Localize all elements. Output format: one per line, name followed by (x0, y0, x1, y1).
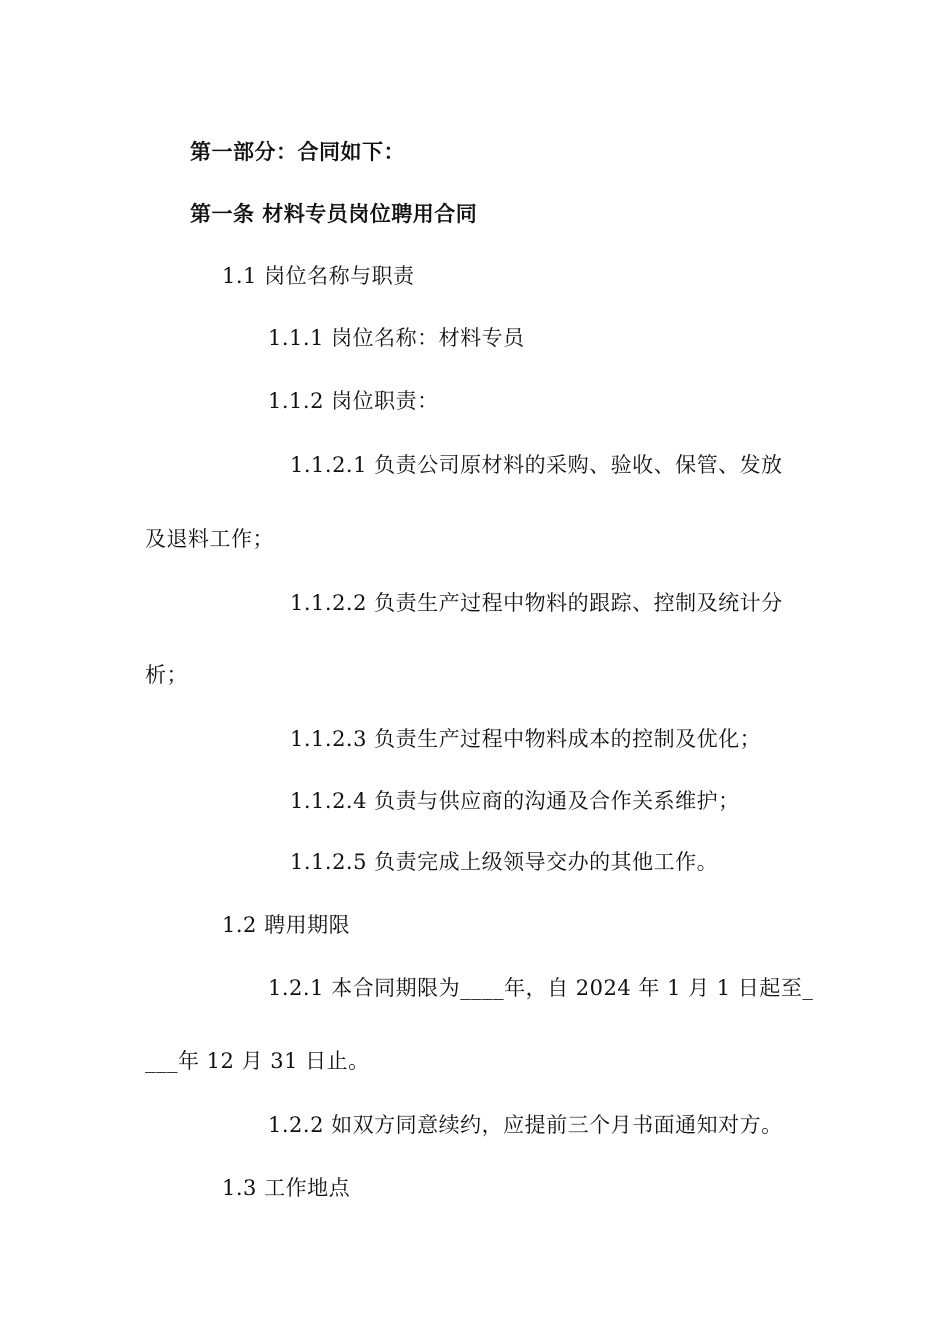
clause-1-1-2-5: 1.1.2.5 负责完成上级领导交办的其他工作。 (290, 850, 719, 874)
article-heading: 第一条 材料专员岗位聘用合同 (190, 202, 478, 226)
clause-1-2-1-line2: ___年 12 月 31 日止。 (145, 1049, 370, 1073)
clause-1-1-2-1-line1: 1.1.2.1 负责公司原材料的采购、验收、保管、发放 (290, 453, 783, 477)
clause-1-1-2-4: 1.1.2.4 负责与供应商的沟通及合作关系维护； (290, 789, 740, 813)
clause-1-2-2: 1.2.2 如双方同意续约，应提前三个月书面通知对方。 (268, 1113, 783, 1137)
clause-1-1-2-1-line2: 及退料工作； (145, 527, 274, 551)
section-1-3-heading: 1.3 工作地点 (222, 1176, 351, 1200)
clause-1-1-2-2-line2: 析； (145, 663, 188, 687)
part-heading: 第一部分：合同如下： (190, 140, 405, 164)
clause-1-1-2: 1.1.2 岗位职责： (268, 389, 439, 413)
clause-1-2-1-line1: 1.2.1 本合同期限为____年，自 2024 年 1 月 1 日起至_ (268, 976, 814, 1000)
clause-1-1-1: 1.1.1 岗位名称：材料专员 (268, 326, 525, 350)
clause-1-1-2-2-line1: 1.1.2.2 负责生产过程中物料的跟踪、控制及统计分 (290, 591, 783, 615)
section-1-1-heading: 1.1 岗位名称与职责 (222, 264, 415, 288)
clause-1-1-2-3: 1.1.2.3 负责生产过程中物料成本的控制及优化； (290, 727, 762, 751)
section-1-2-heading: 1.2 聘用期限 (222, 913, 351, 937)
